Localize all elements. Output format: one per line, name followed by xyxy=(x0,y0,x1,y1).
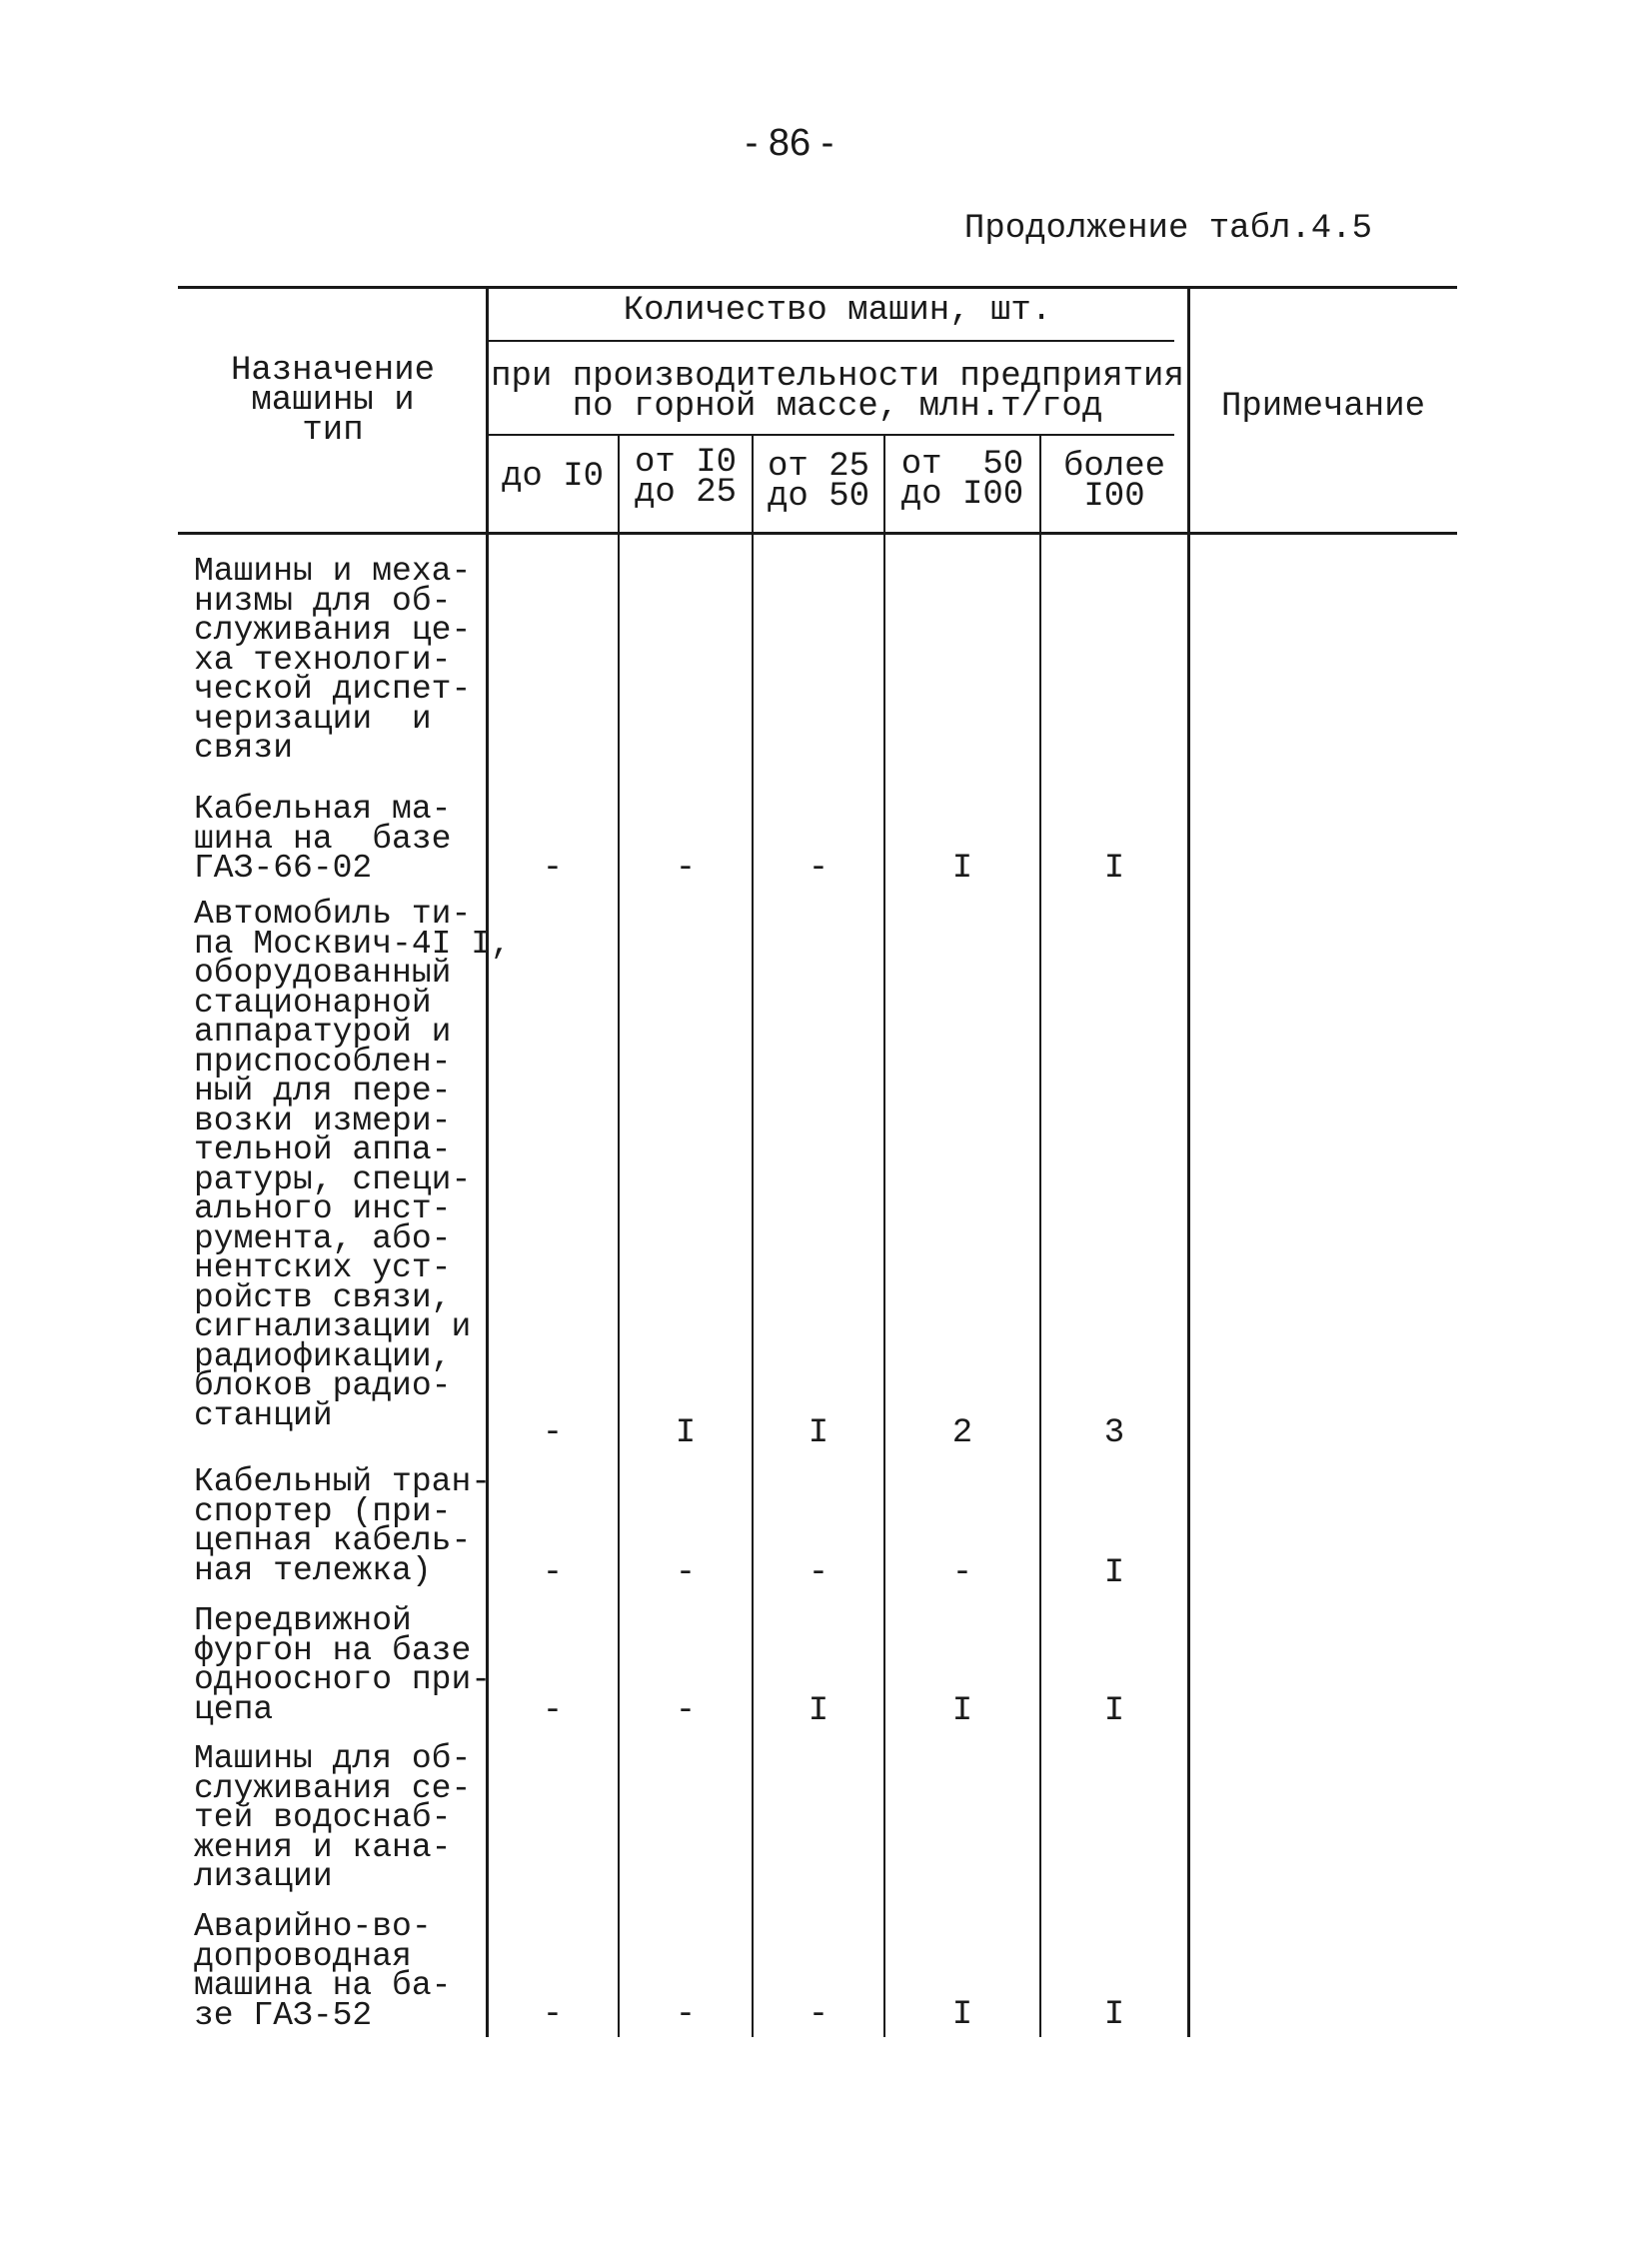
header-count-group: Количество машин, шт. xyxy=(623,292,1052,330)
table-top-border xyxy=(178,286,1457,289)
row-name: Передвижной фургон на базе одноосного при- цепа xyxy=(194,1602,492,1728)
header-col-25-50: от 25 до 50 xyxy=(767,448,870,516)
row-value: I xyxy=(1103,1692,1125,1730)
row-name: Машины для об- служивания се- тей водоснаб- жения и кана- лизации xyxy=(194,1740,472,1895)
count-group-divider xyxy=(487,340,1174,342)
productivity-group-divider xyxy=(487,434,1174,436)
row-value: - xyxy=(808,1554,829,1592)
col-divider-4 xyxy=(1039,434,1041,2037)
row-value: I xyxy=(808,1692,829,1730)
row-value: - xyxy=(808,850,829,888)
header-note: Примечание xyxy=(1220,388,1426,426)
row-value: - xyxy=(542,1414,564,1452)
row-value: - xyxy=(542,1554,564,1592)
row-value: - xyxy=(675,850,697,888)
row-value: - xyxy=(675,1996,697,2034)
row-value: - xyxy=(542,850,564,888)
header-bottom-border xyxy=(178,532,1457,535)
row-value: - xyxy=(542,1692,564,1730)
row-name: Аварийно-во- допроводная машина на ба- зе ГАЗ-52 xyxy=(194,1908,452,2034)
row-value: 3 xyxy=(1103,1414,1125,1452)
row-value: I xyxy=(1103,1554,1125,1592)
header-purpose: Назначение машины и тип xyxy=(230,352,436,450)
row-name: Машины и меха- низмы для об- служивания це- ха технологи- ческой диспет- черизации и связи xyxy=(194,553,472,767)
header-productivity-group: при производительности предприятия по горной массе, млн.т/год xyxy=(491,358,1184,426)
header-col-up-to-10: до I0 xyxy=(501,458,605,496)
row-value: I xyxy=(808,1414,829,1452)
row-value: - xyxy=(951,1554,973,1592)
row-value: - xyxy=(808,1996,829,2034)
col-divider-note xyxy=(1187,286,1190,2037)
header-col-50-100: от 50 до I00 xyxy=(900,446,1024,514)
row-value: I xyxy=(1103,1996,1125,2034)
col-divider-3 xyxy=(883,434,885,2037)
row-value: I xyxy=(1103,850,1125,888)
row-value: - xyxy=(675,1692,697,1730)
page-number: - 86 - xyxy=(745,122,834,164)
col-divider-1 xyxy=(618,434,620,2037)
header-col-10-25: от I0 до 25 xyxy=(634,444,738,512)
row-name: Кабельная ма- шина на базе ГАЗ-66-02 xyxy=(194,791,452,887)
row-name: Кабельный тран- спортер (при- цепная кабель- ная тележка) xyxy=(194,1463,492,1589)
row-value: I xyxy=(951,1996,973,2034)
row-value: I xyxy=(675,1414,697,1452)
row-value: I xyxy=(951,850,973,888)
row-value: I xyxy=(951,1692,973,1730)
row-value: - xyxy=(675,1554,697,1592)
table-continuation-label: Продолжение табл.4.5 xyxy=(963,210,1372,248)
row-value: 2 xyxy=(951,1414,973,1452)
header-col-over-100: более I00 xyxy=(1062,448,1166,516)
row-value: - xyxy=(542,1996,564,2034)
col-divider-2 xyxy=(752,434,754,2037)
row-name: Автомобиль ти- па Москвич-4I I, оборудованный стационарной аппаратурой и приспособлен- ный для пере- возки измери- тельной аппа- ратуры, специ- ального инст- румента, або- нентских уст- ройств связи, сигнализации и радиофикации, блоков радио- станций xyxy=(194,896,511,1434)
